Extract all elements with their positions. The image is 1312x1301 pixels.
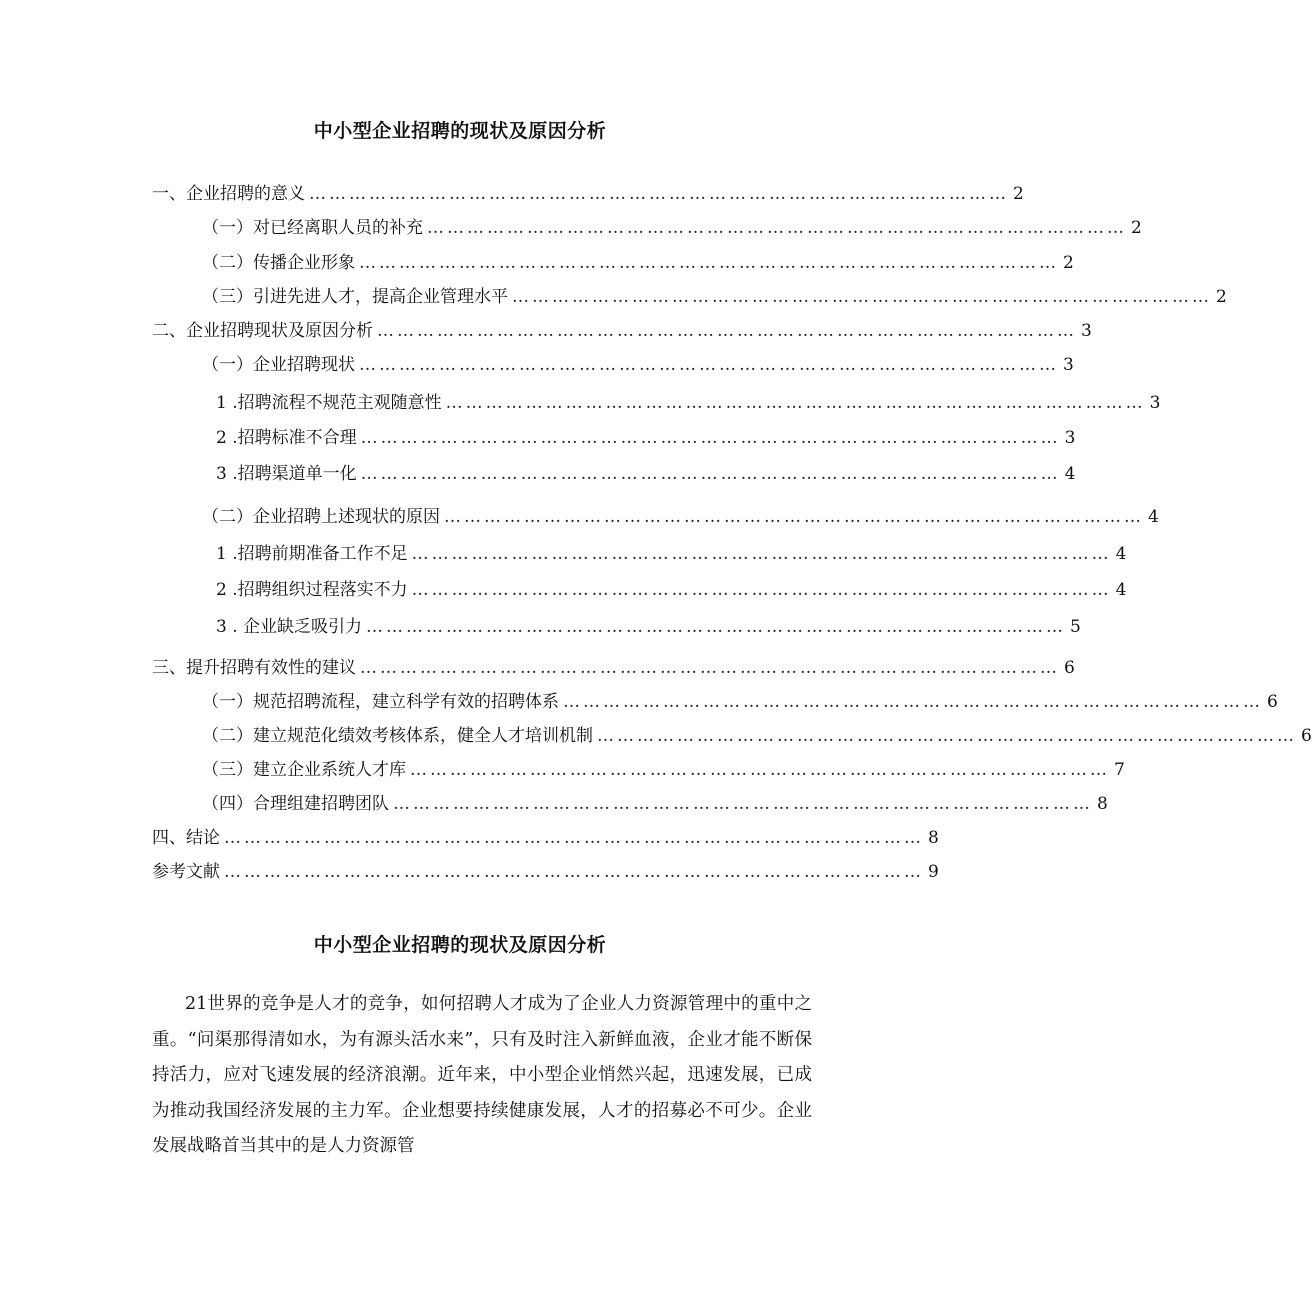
toc-page-number: 2 xyxy=(1063,253,1074,273)
toc-page-number: 6 xyxy=(1064,658,1075,678)
toc-entry-label: 2 .招聘组织过程落实不力 xyxy=(216,580,408,600)
toc-entry[interactable] xyxy=(202,792,1108,816)
toc-entry[interactable] xyxy=(152,319,1092,343)
toc-entry-label: 3 . 企业缺乏吸引力 xyxy=(216,617,363,637)
toc-entry[interactable] xyxy=(202,690,1278,714)
toc-page-number: 4 xyxy=(1148,507,1159,527)
toc-entry-label: （二）传播企业形象 xyxy=(202,253,355,273)
toc-entry[interactable] xyxy=(202,251,1074,275)
toc-entry[interactable] xyxy=(152,656,1075,680)
toc-leader-dots: …………………………………………………………………………………………… xyxy=(411,580,1112,600)
toc-leader-dots: …………………………………………………………………………………………… xyxy=(393,794,1093,814)
toc-entry[interactable] xyxy=(202,505,1159,529)
toc-entry-label: 参考文献 xyxy=(152,862,220,882)
toc-entry-label: 三、提升招聘有效性的建议 xyxy=(152,658,356,678)
toc-entry-label: （一）企业招聘现状 xyxy=(202,355,355,375)
toc-entry-label: （四）合理组建招聘团队 xyxy=(202,794,389,814)
toc-leader-dots: …………………………………………………………………………………………… xyxy=(360,464,1061,484)
toc-leader-dots: …………………………………………………………………………………………… xyxy=(360,658,1060,678)
toc-entry-label: 1 .招聘前期准备工作不足 xyxy=(216,544,408,564)
toc-page-number: 4 xyxy=(1115,544,1127,564)
toc-entry[interactable] xyxy=(216,426,1076,450)
toc-page-number: 2 xyxy=(1131,218,1142,238)
toc-page-number: 4 xyxy=(1115,580,1127,600)
toc-leader-dots: …………………………………………………………………………………………… xyxy=(224,828,924,848)
toc-leader-dots: …………………………………………………………………………………………… xyxy=(359,355,1059,375)
toc-leader-dots: …………………………………………………………………………………………… xyxy=(359,253,1059,273)
toc-entry[interactable] xyxy=(216,542,1127,566)
toc-leader-dots: …………………………………………………………………………………………… xyxy=(224,862,924,882)
toc-leader-dots: …………………………………………………………………………………………… xyxy=(445,393,1146,413)
toc-page-number: 5 xyxy=(1070,617,1081,637)
toc-entry[interactable] xyxy=(202,285,1227,309)
toc-page-number: 9 xyxy=(928,862,939,882)
toc-entry-label: 四、结论 xyxy=(152,828,220,848)
toc-entry[interactable] xyxy=(202,758,1125,782)
toc-entry[interactable] xyxy=(152,860,939,884)
toc-page-number: 3 xyxy=(1149,393,1161,413)
toc-page-number: 3 xyxy=(1063,355,1074,375)
paragraph-text: 21世界的竞争是人才的竞争，如何招聘人才成为了企业人力资源管理中的重中之重。“问渠那得清如水，为有源头活水来”，只有及时注入新鲜血液，企业才能不断保持活力，应对飞速发展的经济浪潮。近年来，中小型企业悄然兴起，迅速发展，已成为推动我国经济发展的主力军。企业想要持续健康发展，人才的招募必不可少。企业发展战略首当其中的是人力资源管 xyxy=(152,994,812,1156)
toc-entry-label: （三）建立企业系统人才库 xyxy=(202,760,406,780)
toc-entry[interactable] xyxy=(152,182,1024,206)
toc-entry-label: （三）引进先进人才，提高企业管理水平 xyxy=(202,287,508,307)
toc-page-number: 4 xyxy=(1064,464,1076,484)
toc-title: 中小型企业招聘的现状及原因分析 xyxy=(313,120,607,142)
toc-page-number: 3 xyxy=(1064,428,1076,448)
toc-entry[interactable] xyxy=(202,724,1312,748)
toc-page-number: 2 xyxy=(1013,184,1024,204)
toc-entry-label: 2 .招聘标准不合理 xyxy=(216,428,357,448)
toc-entry[interactable] xyxy=(202,216,1142,240)
toc-leader-dots: …………………………………………………………………………………………… xyxy=(512,287,1212,307)
toc-leader-dots: …………………………………………………………………………………………… xyxy=(360,428,1061,448)
toc-entry-label: 3 .招聘渠道单一化 xyxy=(216,464,357,484)
toc-leader-dots: …………………………………………………………………………………………… xyxy=(597,726,1297,746)
toc-entry-label: （二）建立规范化绩效考核体系，健全人才培训机制 xyxy=(202,726,593,746)
toc-leader-dots: …………………………………………………………………………………………… xyxy=(366,617,1067,637)
toc-page-number: 6 xyxy=(1301,726,1312,746)
toc-entry-label: 一、企业招聘的意义 xyxy=(152,184,305,204)
body-title: 中小型企业招聘的现状及原因分析 xyxy=(313,934,607,956)
toc-page-number: 6 xyxy=(1267,692,1278,712)
toc-entry[interactable] xyxy=(152,826,939,850)
toc-entry[interactable] xyxy=(202,353,1074,377)
toc-entry[interactable] xyxy=(216,391,1161,415)
toc-entry[interactable] xyxy=(216,462,1076,486)
toc-entry-label: 二、企业招聘现状及原因分析 xyxy=(152,321,373,341)
intro-paragraph xyxy=(152,987,812,1165)
toc-leader-dots: …………………………………………………………………………………………… xyxy=(427,218,1127,238)
toc-leader-dots: …………………………………………………………………………………………… xyxy=(411,544,1112,564)
toc-entry-label: （一）对已经离职人员的补充 xyxy=(202,218,423,238)
toc-entry[interactable] xyxy=(216,615,1081,639)
toc-entry-label: （二）企业招聘上述现状的原因 xyxy=(202,507,440,527)
toc-entry[interactable] xyxy=(216,578,1127,602)
toc-page-number: 8 xyxy=(1097,794,1108,814)
toc-entry-label: （一）规范招聘流程，建立科学有效的招聘体系 xyxy=(202,692,559,712)
toc-page-number: 2 xyxy=(1216,287,1227,307)
toc-leader-dots: …………………………………………………………………………………………… xyxy=(444,507,1144,527)
toc-page-number: 8 xyxy=(928,828,939,848)
toc-leader-dots: …………………………………………………………………………………………… xyxy=(563,692,1263,712)
toc-page-number: 7 xyxy=(1114,760,1125,780)
toc-leader-dots: …………………………………………………………………………………………… xyxy=(309,184,1009,204)
toc-page-number: 3 xyxy=(1081,321,1092,341)
toc-leader-dots: …………………………………………………………………………………………… xyxy=(377,321,1077,341)
toc-entry-label: 1 .招聘流程不规范主观随意性 xyxy=(216,393,442,413)
toc-leader-dots: …………………………………………………………………………………………… xyxy=(410,760,1110,780)
